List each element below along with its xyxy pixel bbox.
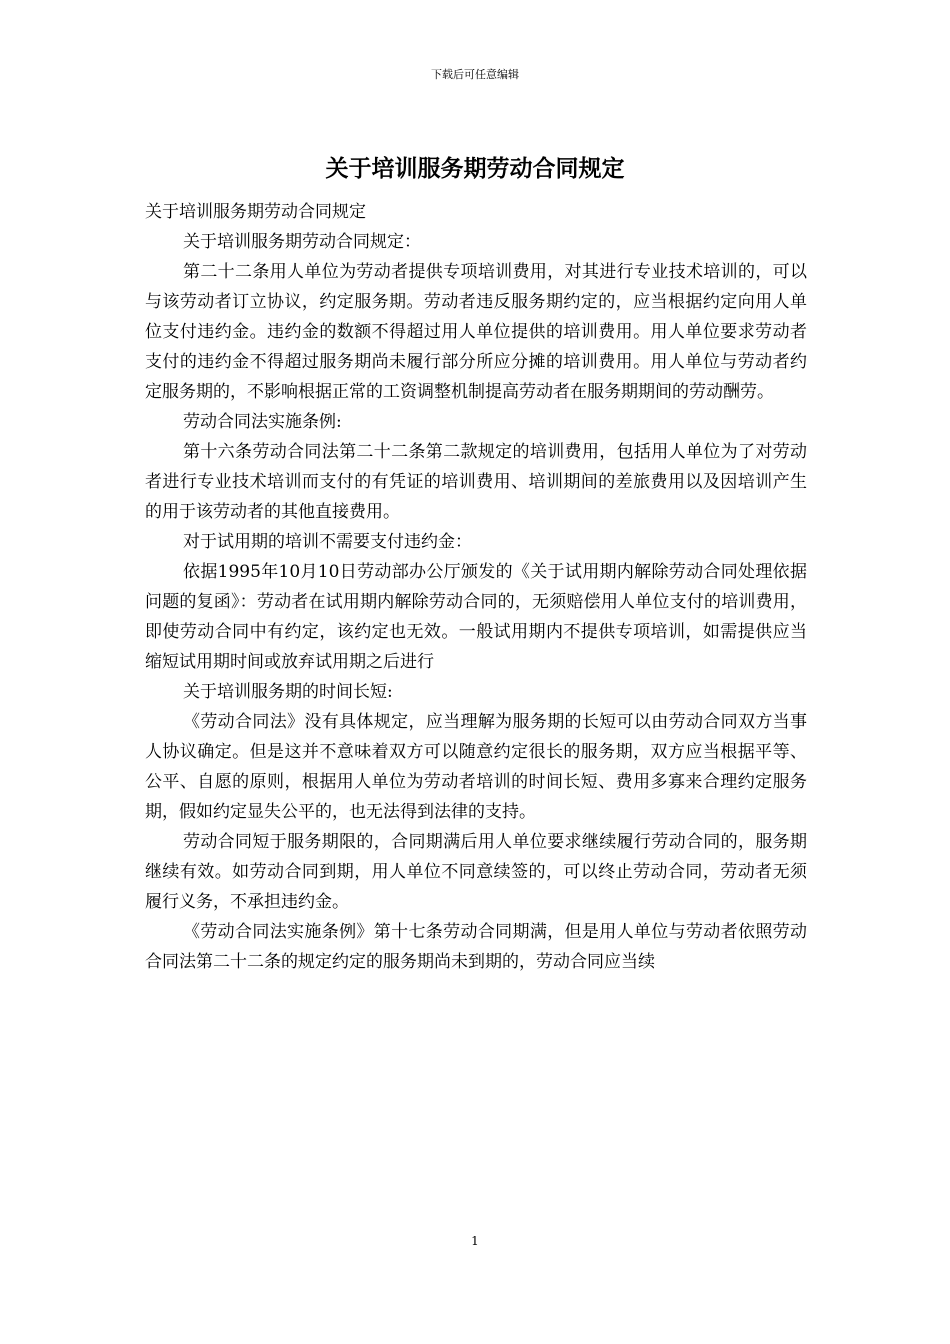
paragraph: 第十六条劳动合同法第二十二条第二款规定的培训费用，包括用人单位为了对劳动者进行专业技术培训而支付的有凭证的培训费用、培训期间的差旅费用以及因培训产生的用于该劳动者的其他直接费用。 [145,442,807,522]
page-number: 1 [471,1234,479,1248]
paragraph: 第二十二条用人单位为劳动者提供专项培训费用，对其进行专业技术培训的，可以与该劳动者订立协议，约定服务期。劳动者违反服务期约定的，应当根据约定向用人单位支付违约金。违约金的数额不得超过用人单位提供的培训费用。用人单位要求劳动者支付的违约金不得超过服务期尚未履行部分所应分摊的培训费用。用人单位与劳动者约定服务期的，不影响根据正常的工资调整机制提高劳动者在服务期期间的劳动酬劳。 [145,262,807,402]
paragraph-subtitle: 关于培训服务期劳动合同规定 [145,202,366,222]
paragraph: 对于试用期的培训不需要支付违约金： [183,532,472,552]
paragraph: 关于培训服务期的时间长短: [183,682,393,702]
paragraph: 依据1995年10月10日劳动部办公厅颁发的《关于试用期内解除劳动合同处理依据问题的复函》：劳动者在试用期内解除劳动合同的，无须赔偿用人单位支付的培训费用，即使劳动合同中有约定，该约定也无效。一般试用期内不提供专项培训，如需提供应当缩短试用期时间或放弃试用期之后进行 [145,562,807,672]
paragraph: 《劳动合同法实施条例》第十七条劳动合同期满，但是用人单位与劳动者依照劳动合同法第二十二条的规定约定的服务期尚未到期的，劳动合同应当续 [145,922,807,972]
paragraph: 劳动合同法实施条例: [183,412,342,432]
document-body [145,197,807,977]
paragraph: 《劳动合同法》没有具体规定，应当理解为服务期的长短可以由劳动合同双方当事人协议确定。但是这并不意味着双方可以随意约定很长的服务期，双方应当根据平等、公平、自愿的原则，根据用人单位为劳动者培训的时间长短、费用多寡来合理约定服务期，假如约定显失公平的，也无法得到法律的支持。 [145,712,807,822]
page-header-note: 下载后可任意编辑 [431,68,519,81]
paragraph: 劳动合同短于服务期限的，合同期满后用人单位要求继续履行劳动合同的，服务期继续有效。如劳动合同到期，用人单位不同意续签的，可以终止劳动合同，劳动者无须履行义务，不承担违约金。 [145,832,807,912]
paragraph: 关于培训服务期劳动合同规定： [183,232,421,252]
document-title: 关于培训服务期劳动合同规定 [325,155,625,182]
